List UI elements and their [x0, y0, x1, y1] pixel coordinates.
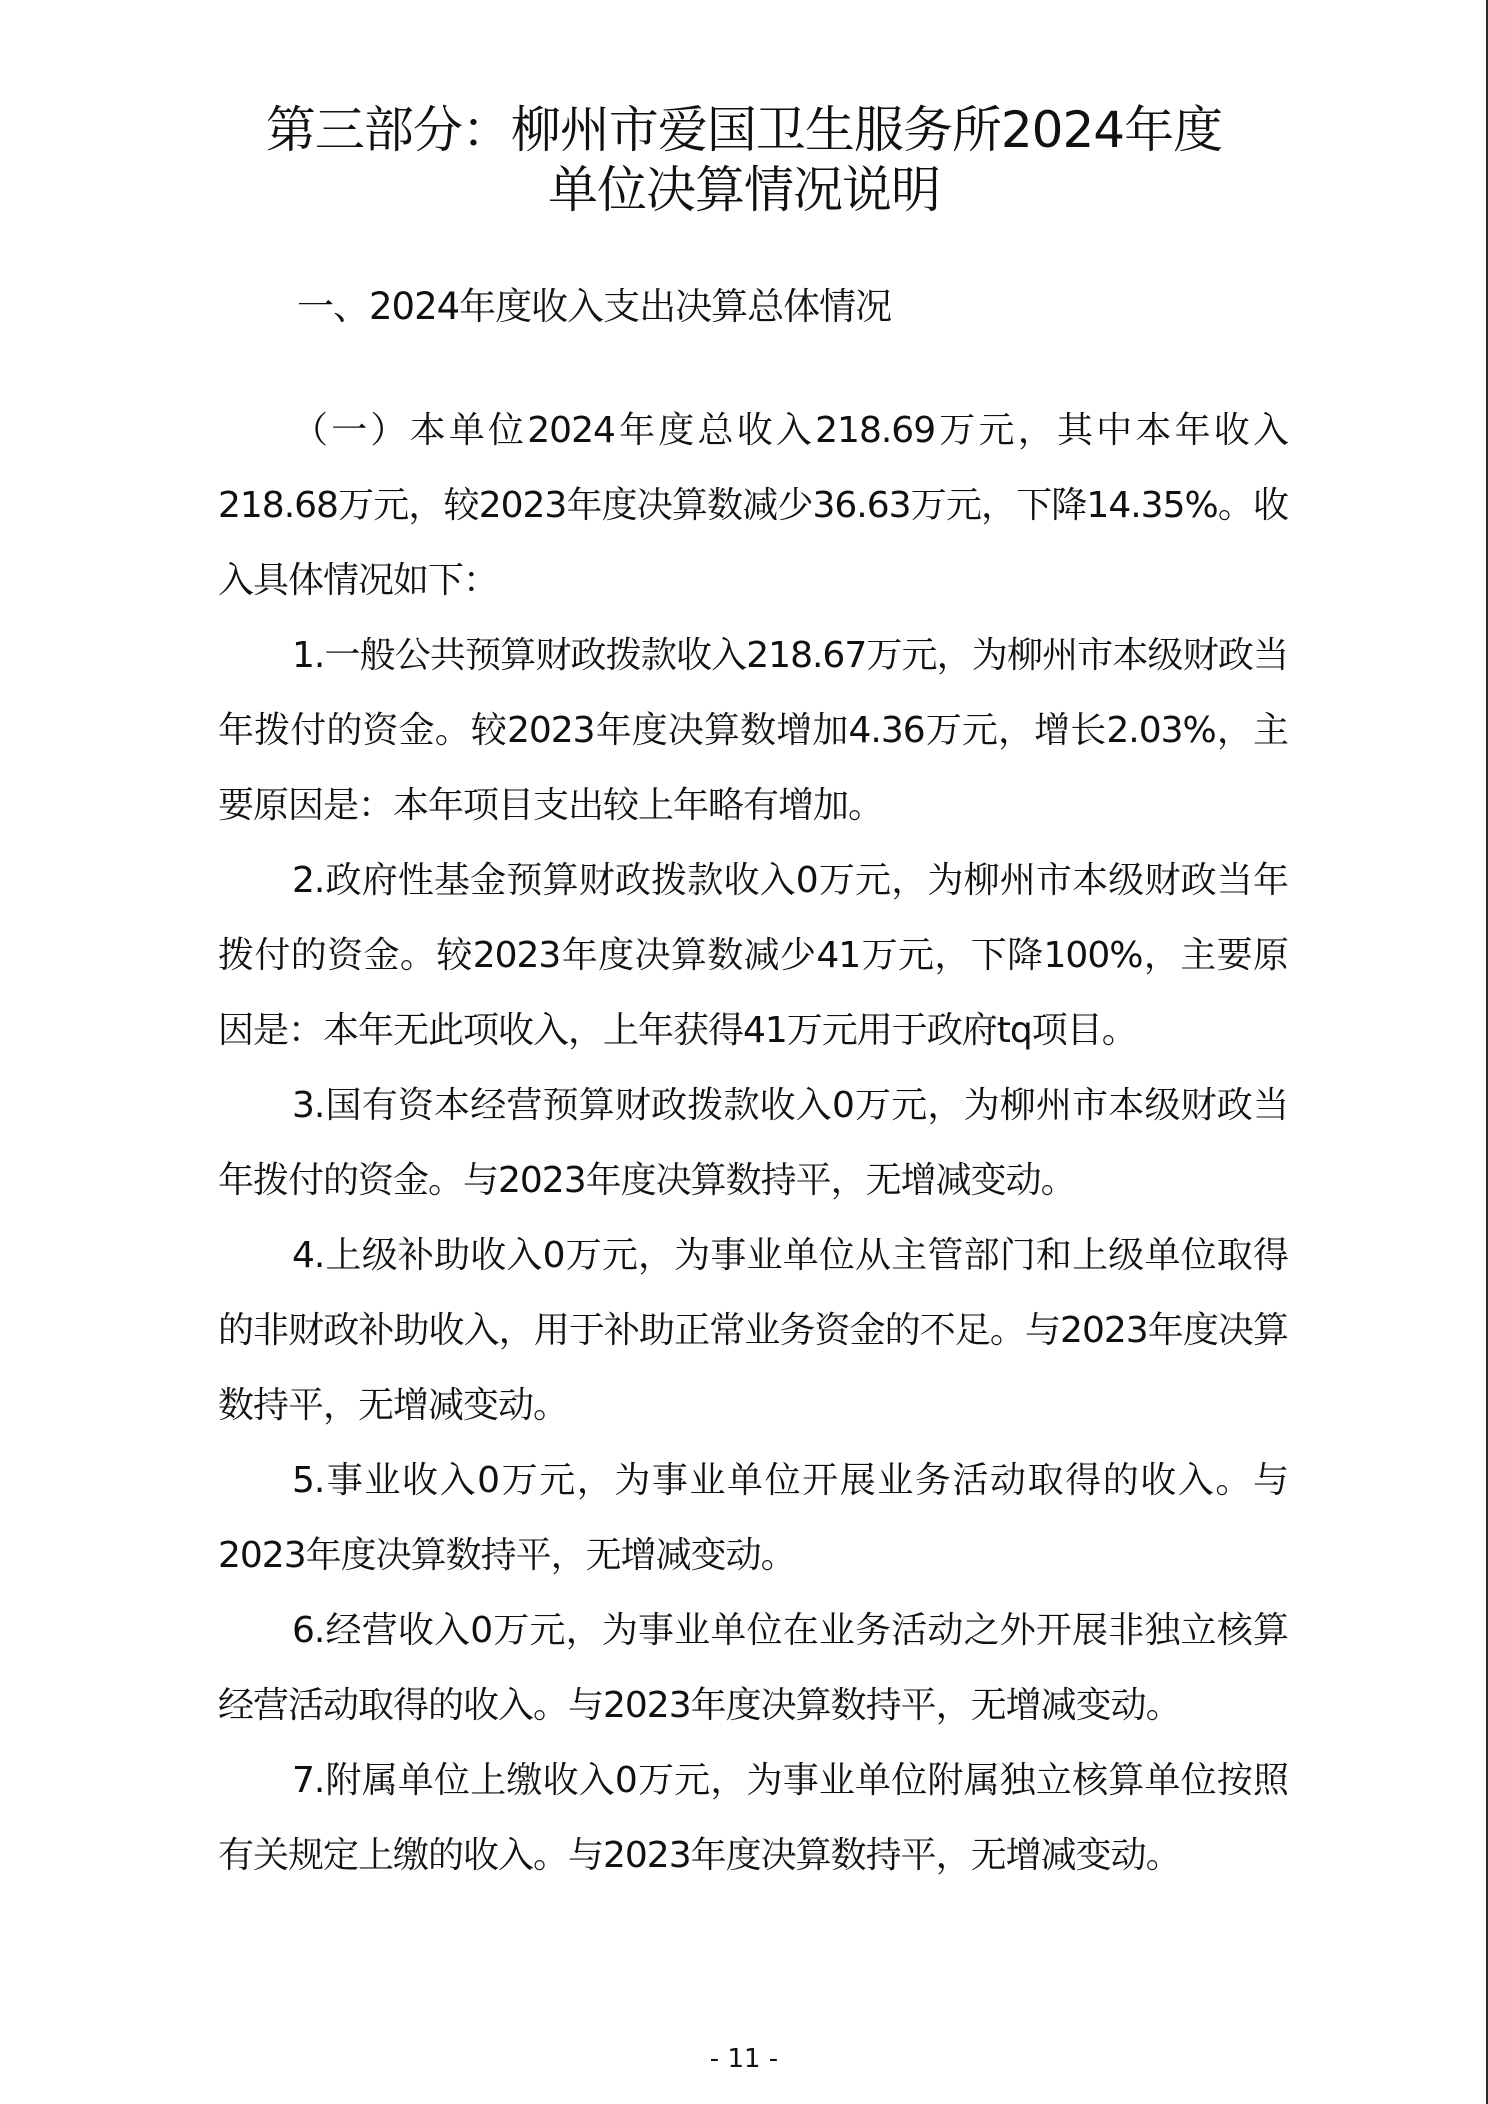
paragraph-affiliated-unit-income: 7.附属单位上缴收入0万元，为事业单位附属独立核算单位按照有关规定上缴的收入。与2023年度决算数持平，无增减变动。	[218, 1760, 1288, 1876]
paragraph-superior-subsidy-income: 4.上级补助收入0万元，为事业单位从主管部门和上级单位取得的非财政补助收入，用于补助正常业务资金的不足。与2023年度决算数持平，无增减变动。	[218, 1235, 1288, 1426]
document-title-line-1: 第三部分：柳州市爱国卫生服务所2024年度	[265, 101, 1223, 159]
section-heading: 一、2024年度收入支出决算总体情况	[297, 285, 892, 328]
document-title	[0, 100, 1488, 220]
paragraph-operating-income: 6.经营收入0万元，为事业单位在业务活动之外开展非独立核算经营活动取得的收入。与2023年度决算数持平，无增减变动。	[218, 1610, 1288, 1726]
page-number: - 11 -	[709, 2044, 779, 2074]
paragraph-business-income: 5.事业收入0万元，为事业单位开展业务活动取得的收入。与2023年度决算数持平，无增减变动。	[218, 1460, 1288, 1576]
paragraph-state-capital-income: 3.国有资本经营预算财政拨款收入0万元，为柳州市本级财政当年拨付的资金。与2023年度决算数持平，无增减变动。	[218, 1085, 1288, 1201]
body-text	[218, 393, 1288, 1893]
paragraph-total-income: （一）本单位2024年度总收入218.69万元，其中本年收入218.68万元，较2023年度决算数减少36.63万元，下降14.35%。收入具体情况如下：	[218, 410, 1288, 601]
paragraph-government-fund-income: 2.政府性基金预算财政拨款收入0万元，为柳州市本级财政当年拨付的资金。较2023年度决算数减少41万元，下降100%，主要原因是：本年无此项收入，上年获得41万元用于政府tq项目。	[218, 860, 1288, 1051]
document-title-line-2: 单位决算情况说明	[548, 161, 940, 219]
paragraph-general-budget-income: 1.一般公共预算财政拨款收入218.67万元，为柳州市本级财政当年拨付的资金。较2023年度决算数增加4.36万元，增长2.03%，主要原因是：本年项目支出较上年略有增加。	[218, 635, 1288, 826]
